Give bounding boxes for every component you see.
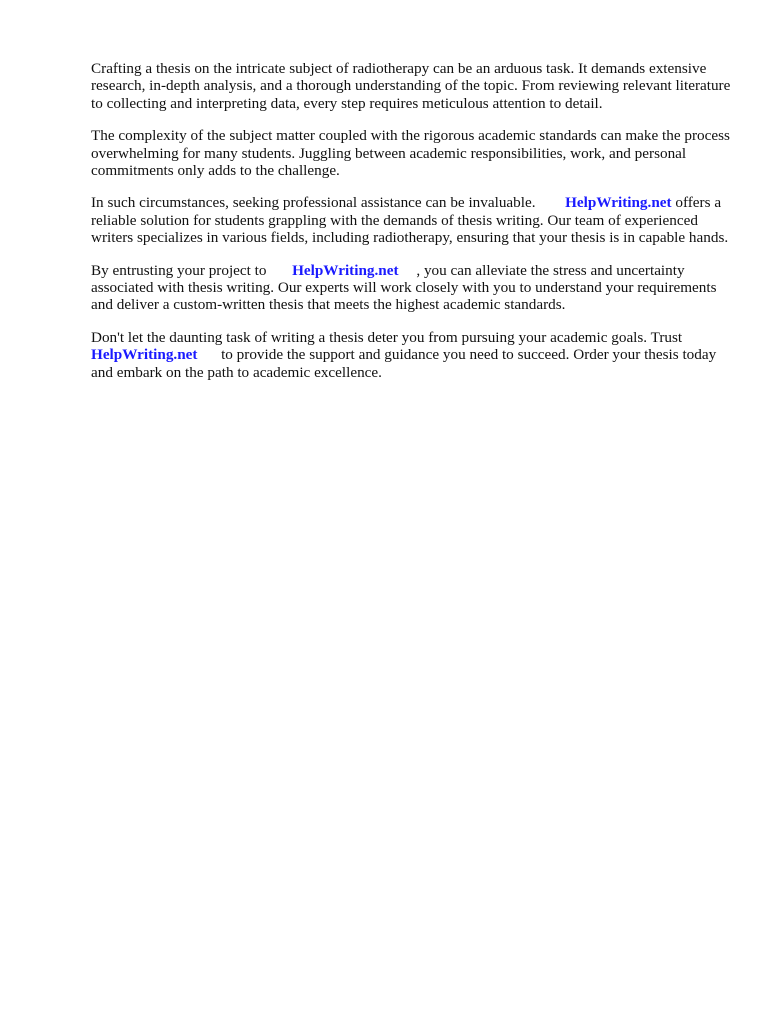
paragraph-assistance-text-after: offers a reliable solution for students grappling with the demands of thesis writing. Our team of experienced writers specializes in various fields, including radiotherapy, ensuring that your thesis is in capable hands. (91, 194, 729, 247)
paragraph-assistance (91, 194, 731, 246)
paragraph-conclusion-text-before: Don't let the daunting task of writing a thesis deter you from pursuing your academic goals. Trust (91, 328, 683, 346)
helpwriting-link-2[interactable]: HelpWriting.net (292, 261, 399, 279)
paragraph-conclusion-text-after: to provide the support and guidance you need to succeed. Order your thesis today and embark on the path to academic excellence. (91, 346, 717, 381)
paragraph-complexity-text: The complexity of the subject matter coupled with the rigorous academic standards can make the process overwhelming for many students. Juggling between academic responsibilities, work, and personal commitments only adds to the challenge. (91, 127, 730, 180)
helpwriting-link-3[interactable]: HelpWriting.net (91, 346, 198, 364)
paragraph-entrusting (91, 262, 731, 314)
paragraph-intro (91, 60, 731, 112)
document-body (91, 60, 731, 396)
paragraph-entrusting-text-before: By entrusting your project to (91, 261, 267, 279)
helpwriting-link-1[interactable]: HelpWriting.net (565, 194, 672, 212)
paragraph-intro-text: Crafting a thesis on the intricate subject of radiotherapy can be an arduous task. It demands extensive research, in-depth analysis, and a thorough understanding of the topic. From reviewing relevant literature to collecting and interpreting data, every step requires meticulous attention to detail. (91, 60, 731, 112)
paragraph-complexity (91, 127, 731, 179)
paragraph-assistance-text-before: In such circumstances, seeking professional assistance can be invaluable. (91, 194, 536, 212)
paragraph-entrusting-text-after: , you can alleviate the stress and uncertainty associated with thesis writing. Our experts will work closely with you to understand your requirements and deliver a custom-written thesis that meets the highest academic standards. (91, 261, 717, 314)
paragraph-conclusion (91, 329, 731, 381)
